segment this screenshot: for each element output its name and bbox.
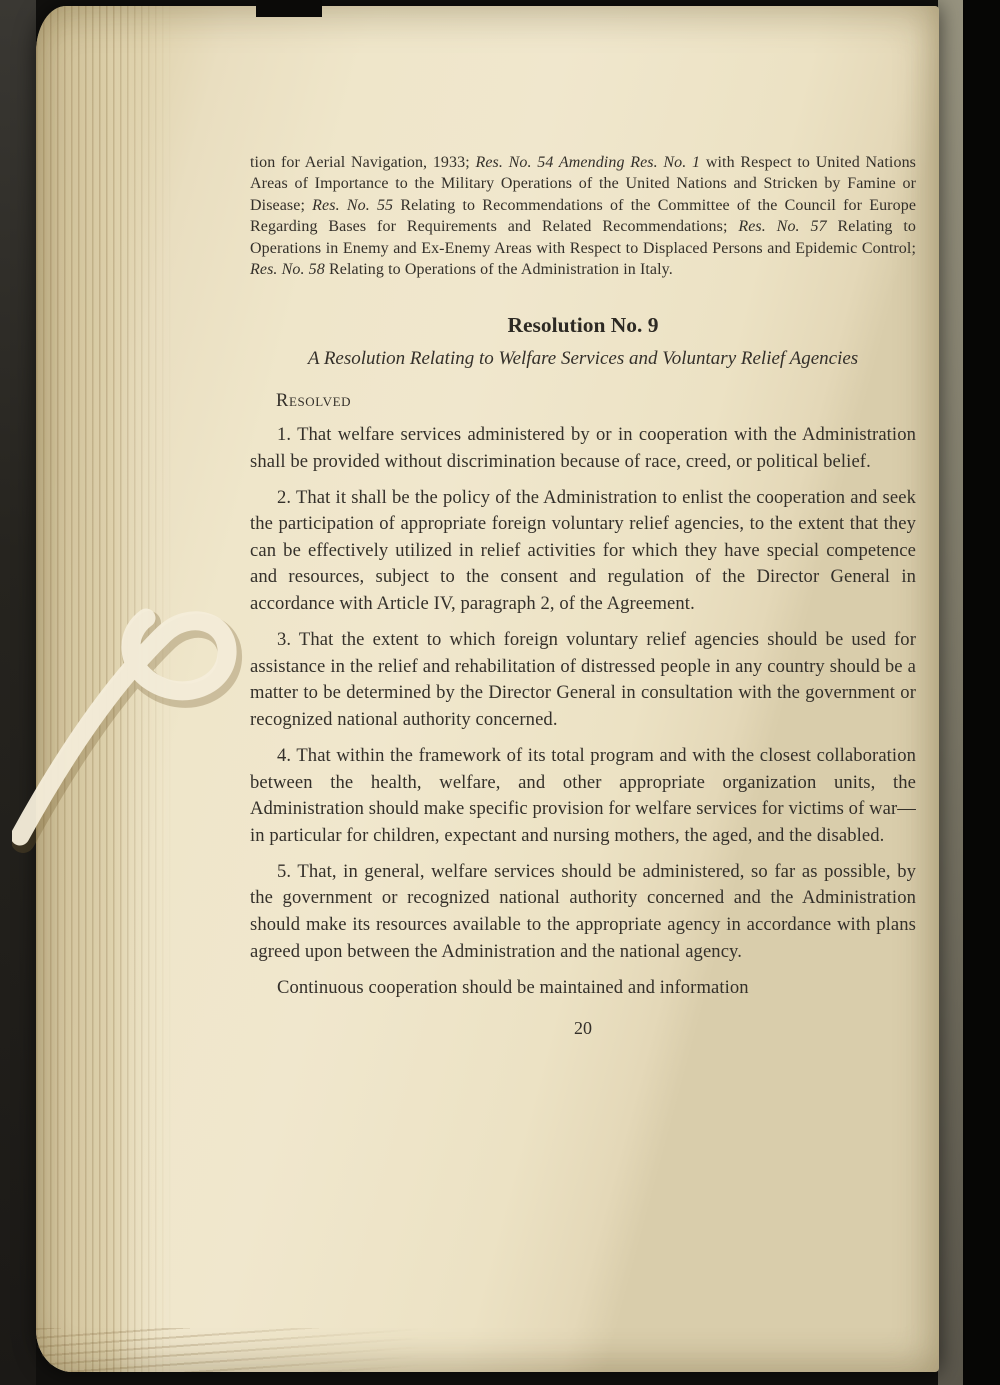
resolution-paragraph-4: 4. That within the framework of its total program and with the closest collaboration between the health, welfare, and other appropriate organization units, the Administration should make specific provision for welfare services for victims of war—in particular for children, expectant and nursing mothers, the aged, and the disabled. [250,744,916,846]
resolution-heading: Resolution No. 9 [507,313,659,338]
translucent-page-clip [12,560,252,860]
page-number: 20 [574,1018,592,1039]
resolution-paragraph-3: 3. That the extent to which foreign voluntary relief agencies should be used for assistance in the relief and rehabilitation of distressed people in any country should be a matter to be determined by the Director General in consultation with the government or recognized national authority concerned. [250,629,916,730]
scanner-background-right [963,0,1000,1385]
page-clip-loop-icon [12,560,252,860]
page-edge-strip-right [938,0,965,1385]
continuation-paragraph: tion for Aerial Navigation, 1933; Res. No. 54 Amending Res. No. 1 with Respect to United Nations Areas of Importance to the Military Operations of the United Nations and Stricken by Famine or Disease; Res. No. 55 Relating to Recommendations of the Committee of the Council for Europe Regarding Bases for Requirements and Related Recommendations; Res. No. 57 Relating to Operations in Enemy and Ex-Enemy Areas with Respect to Displaced Persons and Epidemic Control; Res. No. 58 Relating to Operations of the Administration in Italy. [250,154,917,279]
resolved-label: Resolved [276,391,352,412]
resolution-subtitle: A Resolution Relating to Welfare Services and Voluntary Relief Agencies [307,348,859,370]
closing-paragraph: Continuous cooperation should be maintained and information [277,976,749,998]
resolution-paragraph-2: 2. That it shall be the policy of the Administration to enlist the cooperation and seek the participation of appropriate foreign voluntary relief agencies, to the extent that they can be effectively utilized in relief activities for which they have special competence and resources, subject to the consent and regulation of the Director General in accordance with Article IV, paragraph 2, of the Agreement. [250,486,916,614]
page-tab-notch [256,0,322,17]
resolution-paragraph-5: 5. That, in general, welfare services should be administered, so far as possible, by the government or recognized national authority concerned and the Administration should make its resources available to the appropriate agency in accordance with plans agreed upon between the Administration and the national agency. [250,860,916,962]
page-content [250,152,916,1039]
stacked-page-edges-bottom [36,1328,466,1372]
resolution-paragraph-1: 1. That welfare services administered by or in cooperation with the Administration shall be provided without discrimination because of race, creed, or political belief. [250,423,916,472]
